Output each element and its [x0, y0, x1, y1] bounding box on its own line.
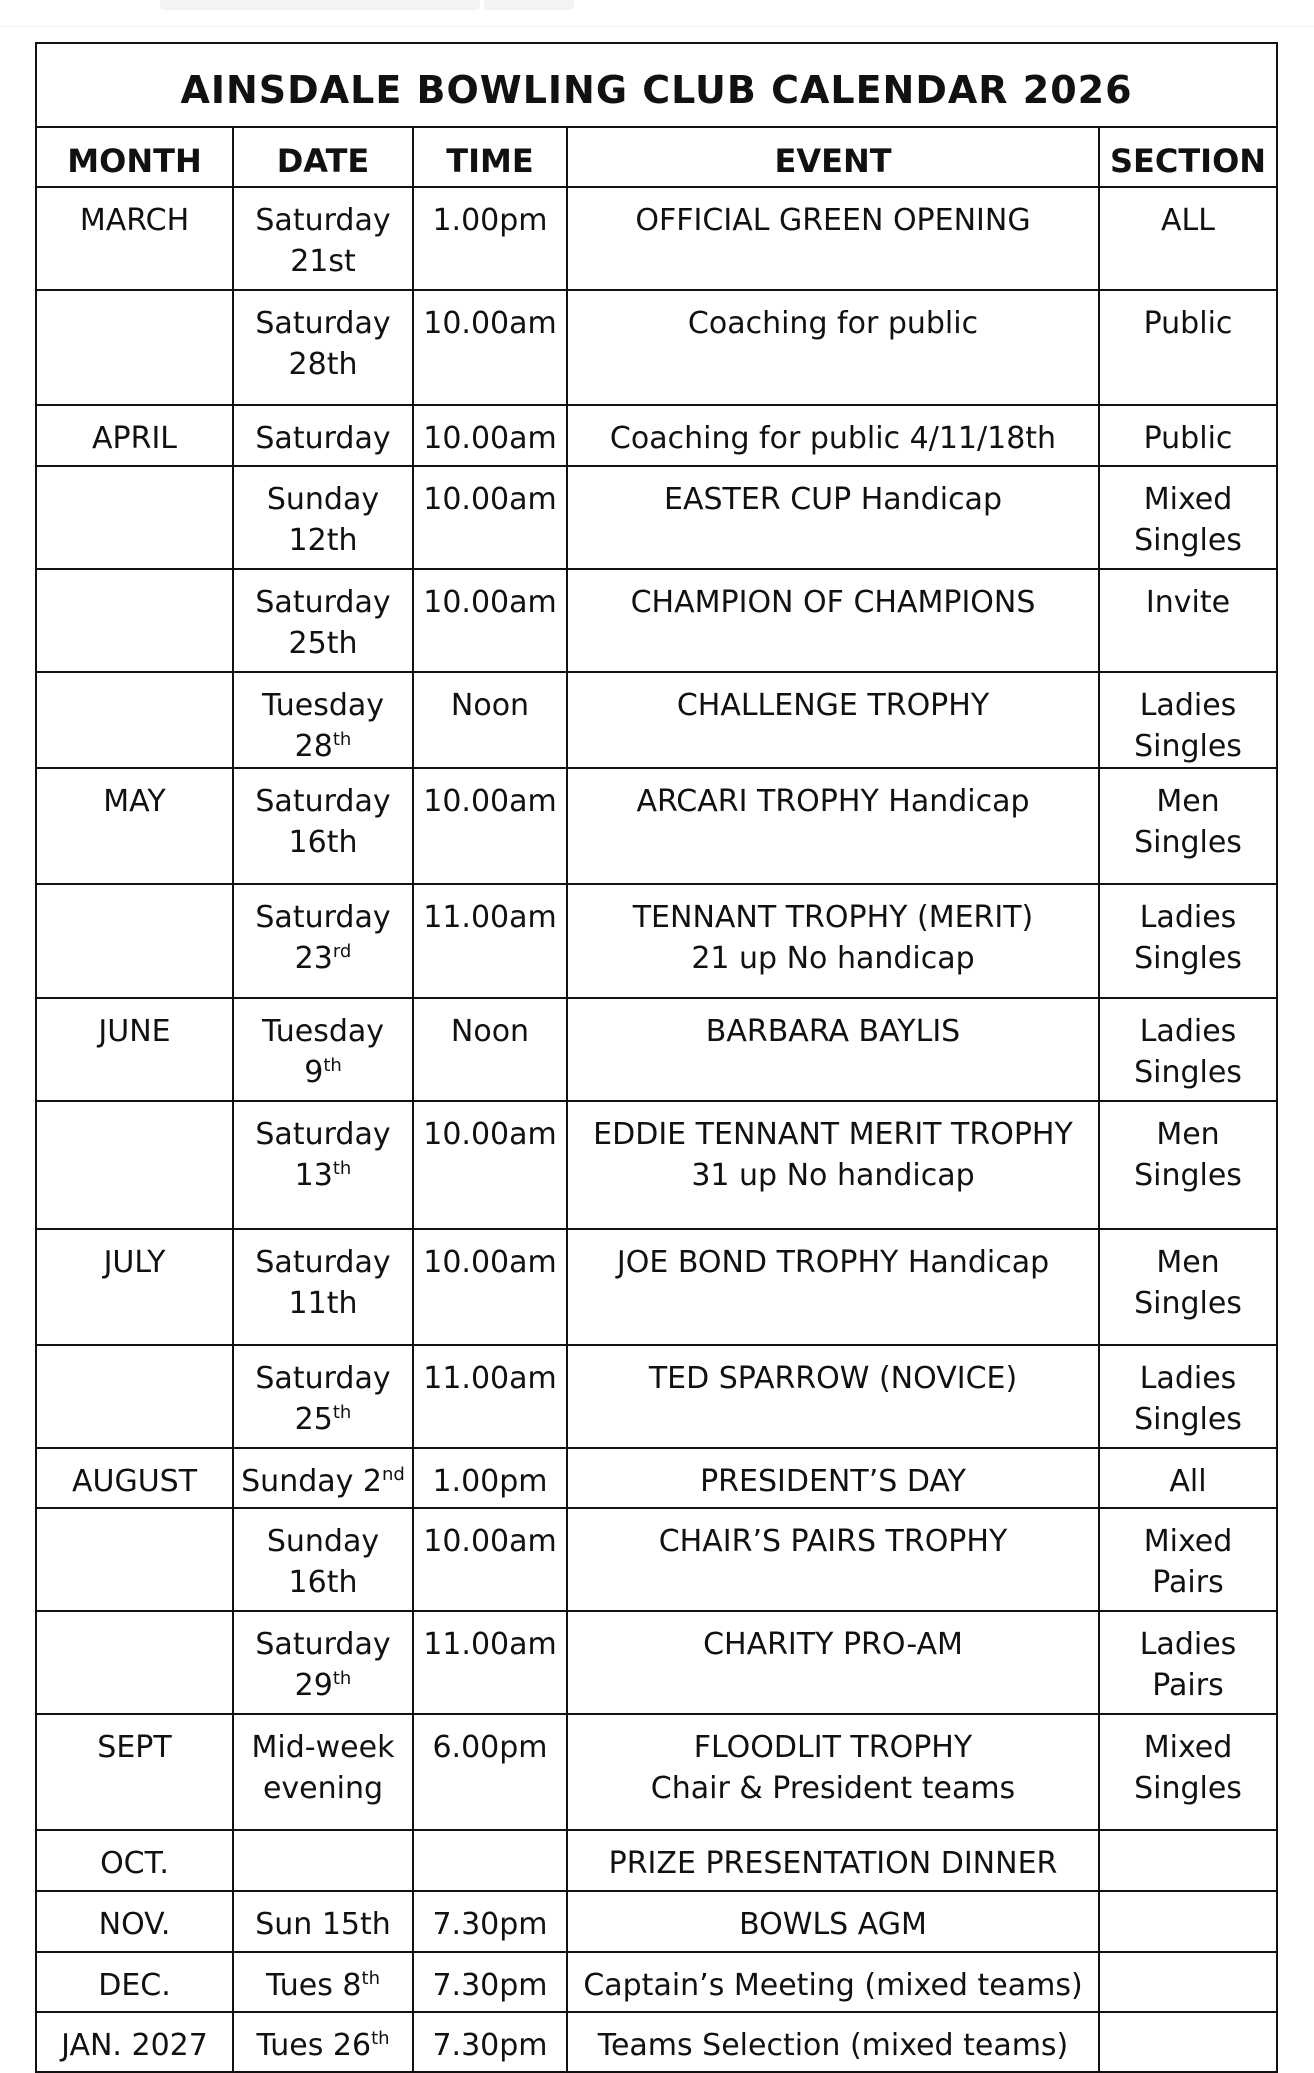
date-day: 21st: [290, 244, 356, 279]
cell-section: [1099, 290, 1277, 405]
cell-date: [233, 1448, 413, 1508]
date-suffix: th: [332, 729, 352, 750]
cell-date: [233, 187, 413, 290]
section-line-2: Singles: [1134, 825, 1242, 860]
table-row: [36, 466, 1277, 569]
cell-month: [36, 1508, 233, 1611]
cell-section: [1099, 1229, 1277, 1345]
date-day: 11th: [288, 1286, 358, 1321]
date-line-2: [240, 1283, 406, 1324]
section-line-1: Invite: [1145, 585, 1231, 620]
section-line-2: Singles: [1134, 1771, 1242, 1806]
cell-month: [36, 1101, 233, 1229]
date-line-2: [240, 1052, 406, 1093]
cell-date: [233, 1508, 413, 1611]
cell-month: MARCH: [36, 187, 233, 290]
cell-section: [1099, 1508, 1277, 1611]
date-suffix: th: [371, 2028, 390, 2049]
section-line-2: Singles: [1134, 523, 1242, 558]
event-line-1: CHARITY PRO-AM: [703, 1627, 963, 1662]
cell-month: JAN. 2027: [36, 2012, 233, 2072]
date-line-1: Tuesday: [261, 688, 385, 723]
cell-time: 1.00pm: [413, 1448, 567, 1508]
date-line-2: [240, 520, 406, 561]
event-line-1: PRIZE PRESENTATION DINNER: [608, 1846, 1058, 1881]
cell-date: [233, 405, 413, 466]
section-line-1: All: [1169, 1464, 1207, 1499]
date-line-1: Saturday: [255, 421, 391, 456]
section-line-1: ALL: [1161, 203, 1215, 238]
event-line-1: EDDIE TENNANT MERIT TROPHY: [593, 1117, 1073, 1152]
date-line-2: [240, 1155, 406, 1196]
cell-date: [233, 1714, 413, 1830]
event-line-2: 21 up No handicap: [691, 941, 975, 976]
section-line-1: Ladies: [1139, 688, 1237, 723]
date-line-2: [240, 623, 406, 664]
cell-section: [1099, 405, 1277, 466]
cell-time: 10.00am: [413, 1101, 567, 1229]
event-line-1: CHALLENGE TROPHY: [676, 688, 990, 723]
section-line-2: Pairs: [1152, 1668, 1224, 1703]
event-line-1: BOWLS AGM: [739, 1907, 927, 1942]
event-line-1: TED SPARROW (NOVICE): [648, 1361, 1018, 1396]
cell-date: [233, 672, 413, 768]
cell-event: [567, 998, 1099, 1101]
table-row: [36, 290, 1277, 405]
date-day: 13: [294, 1158, 333, 1193]
date-line-1: Saturday: [255, 203, 391, 238]
cell-time: 1.00pm: [413, 187, 567, 290]
cell-time: 10.00am: [413, 1229, 567, 1345]
section-line-1: Ladies: [1139, 900, 1237, 935]
cell-event: [567, 884, 1099, 998]
date-line-2: [240, 822, 406, 863]
cell-section: [1099, 1830, 1277, 1891]
table-row: [36, 1345, 1277, 1448]
section-line-1: Ladies: [1139, 1627, 1237, 1662]
event-line-2: 31 up No handicap: [691, 1158, 975, 1193]
cell-time: 7.30pm: [413, 1952, 567, 2012]
table-row: [36, 1508, 1277, 1611]
cell-month: [36, 672, 233, 768]
column-header-time: TIME: [413, 127, 567, 187]
cell-date: [233, 2012, 413, 2072]
cell-time: 11.00am: [413, 1611, 567, 1714]
event-line-1: Teams Selection (mixed teams): [597, 2028, 1069, 2063]
cell-time: 10.00am: [413, 405, 567, 466]
date-line-1: Saturday: [255, 1117, 391, 1152]
event-line-1: BARBARA BAYLIS: [705, 1014, 961, 1049]
cell-date: [233, 1345, 413, 1448]
cell-date: [233, 569, 413, 672]
cell-event: [567, 1830, 1099, 1891]
table-row: [36, 1448, 1277, 1508]
cell-date: [233, 1611, 413, 1714]
cell-month: [36, 884, 233, 998]
event-line-1: Coaching for public: [687, 306, 979, 341]
section-line-1: Public: [1143, 421, 1233, 456]
event-line-1: CHAMPION OF CHAMPIONS: [630, 585, 1036, 620]
date-line-1: Saturday: [255, 784, 391, 819]
cell-event: [567, 2012, 1099, 2072]
date-day: 9: [304, 1055, 324, 1090]
date-line-1: Sunday: [266, 1524, 380, 1559]
date-line-1: Sunday: [266, 482, 380, 517]
cell-time: 11.00am: [413, 884, 567, 998]
cell-month: [36, 466, 233, 569]
page-title: AINSDALE BOWLING CLUB CALENDAR 2026: [36, 43, 1277, 127]
date-day: 29: [294, 1668, 333, 1703]
cell-section: [1099, 884, 1277, 998]
date-line-1: Saturday: [255, 1627, 391, 1662]
cell-section: [1099, 1714, 1277, 1830]
cell-section: [1099, 1101, 1277, 1229]
date-line-1: Tues 8: [266, 1968, 362, 2003]
date-line-1: Sun 15th: [255, 1907, 391, 1942]
date-day: 28: [294, 729, 333, 764]
date-line-2: [240, 344, 406, 385]
event-line-1: EASTER CUP Handicap: [664, 482, 1002, 517]
cell-month: MAY: [36, 768, 233, 884]
date-suffix: th: [323, 1055, 342, 1076]
cell-event: [567, 1508, 1099, 1611]
cell-month: SEPT: [36, 1714, 233, 1830]
calendar-table: [35, 42, 1278, 2073]
cell-event: [567, 1611, 1099, 1714]
cell-section: [1099, 466, 1277, 569]
section-line-1: Ladies: [1139, 1361, 1237, 1396]
cell-time: 11.00am: [413, 1345, 567, 1448]
cell-event: [567, 768, 1099, 884]
table-row: [36, 672, 1277, 768]
event-line-1: PRESIDENT’S DAY: [700, 1464, 966, 1499]
cell-section: [1099, 2012, 1277, 2072]
event-line-1: FLOODLIT TROPHY: [693, 1730, 973, 1765]
date-line-2: [240, 1665, 406, 1706]
cell-event: [567, 187, 1099, 290]
section-line-1: Mixed: [1143, 482, 1233, 517]
section-line-1: Mixed: [1143, 1524, 1233, 1559]
cell-section: [1099, 998, 1277, 1101]
cell-month: APRIL: [36, 405, 233, 466]
cell-time: Noon: [413, 998, 567, 1101]
table-row: [36, 1952, 1277, 2012]
cell-date: [233, 768, 413, 884]
section-line-2: Pairs: [1152, 1565, 1224, 1600]
cell-section: [1099, 1891, 1277, 1952]
table-row: [36, 187, 1277, 290]
cell-event: [567, 466, 1099, 569]
cell-section: [1099, 1448, 1277, 1508]
date-day: 25: [294, 1402, 333, 1437]
cell-time: 7.30pm: [413, 1891, 567, 1952]
calendar-rows: [36, 187, 1277, 2072]
date-line-1: Sunday 2: [241, 1464, 383, 1499]
cell-event: [567, 569, 1099, 672]
date-line-1: Tuesday: [261, 1014, 385, 1049]
cell-time: [413, 1830, 567, 1891]
top-strip: [0, 0, 1314, 27]
date-line-2: [240, 726, 406, 767]
table-row: [36, 1891, 1277, 1952]
event-line-1: OFFICIAL GREEN OPENING: [635, 203, 1031, 238]
date-suffix: rd: [332, 941, 352, 962]
event-line-1: CHAIR’S PAIRS TROPHY: [658, 1524, 1008, 1559]
date-line-2: [240, 1768, 406, 1809]
cell-section: [1099, 672, 1277, 768]
section-line-1: Mixed: [1143, 1730, 1233, 1765]
cell-event: [567, 290, 1099, 405]
table-row: [36, 2012, 1277, 2072]
cell-time: 10.00am: [413, 1508, 567, 1611]
cell-event: [567, 1101, 1099, 1229]
date-suffix: nd: [382, 1464, 405, 1485]
cell-time: 10.00am: [413, 768, 567, 884]
date-suffix: th: [332, 1402, 352, 1423]
cell-month: JUNE: [36, 998, 233, 1101]
cell-time: 6.00pm: [413, 1714, 567, 1830]
date-line-1: Mid-week: [251, 1730, 395, 1765]
cell-event: [567, 1448, 1099, 1508]
cell-date: [233, 1830, 413, 1891]
cell-month: [36, 569, 233, 672]
date-day: 25th: [288, 626, 358, 661]
section-line-2: Singles: [1134, 1158, 1242, 1193]
cell-month: OCT.: [36, 1830, 233, 1891]
table-row: [36, 405, 1277, 466]
event-line-1: TENNANT TROPHY (MERIT): [632, 900, 1034, 935]
date-line-1: Saturday: [255, 900, 391, 935]
section-line-2: Singles: [1134, 1286, 1242, 1321]
cell-time: 10.00am: [413, 466, 567, 569]
cell-date: [233, 998, 413, 1101]
tab-placeholder: [160, 0, 480, 10]
section-line-1: Men: [1156, 784, 1220, 819]
event-line-1: Coaching for public 4/11/18th: [609, 421, 1057, 456]
cell-month: AUGUST: [36, 1448, 233, 1508]
date-line-2: [240, 1399, 406, 1440]
date-line-1-wrap: [240, 1965, 406, 2006]
section-line-2: Singles: [1134, 1402, 1242, 1437]
cell-month: [36, 1345, 233, 1448]
table-row: [36, 569, 1277, 672]
cell-section: [1099, 187, 1277, 290]
cell-date: [233, 290, 413, 405]
cell-section: [1099, 1952, 1277, 2012]
date-suffix: th: [332, 1158, 352, 1179]
date-day: 12th: [288, 523, 358, 558]
date-day: 16th: [288, 1565, 358, 1600]
section-line-1: Ladies: [1139, 1014, 1237, 1049]
date-line-2: [240, 938, 406, 979]
title-row: [36, 43, 1277, 127]
header-row: [36, 127, 1277, 187]
date-day: 23: [294, 941, 333, 976]
section-line-1: Men: [1156, 1245, 1220, 1280]
event-line-1: Captain’s Meeting (mixed teams): [583, 1968, 1083, 2003]
table-row: [36, 768, 1277, 884]
date-line-2: [240, 1562, 406, 1603]
cell-month: DEC.: [36, 1952, 233, 2012]
cell-time: 7.30pm: [413, 2012, 567, 2072]
cell-time: Noon: [413, 672, 567, 768]
cell-date: [233, 1101, 413, 1229]
column-header-date: DATE: [233, 127, 413, 187]
cell-month: JULY: [36, 1229, 233, 1345]
section-line-2: Singles: [1134, 1055, 1242, 1090]
column-header-event: EVENT: [567, 127, 1099, 187]
cell-event: [567, 672, 1099, 768]
event-line-1: ARCARI TROPHY Handicap: [636, 784, 1030, 819]
cell-section: [1099, 1611, 1277, 1714]
cell-event: [567, 1891, 1099, 1952]
section-line-1: Public: [1143, 306, 1233, 341]
cell-time: 10.00am: [413, 569, 567, 672]
date-day: 16th: [288, 825, 358, 860]
table-row: [36, 1714, 1277, 1830]
event-line-2: Chair & President teams: [650, 1771, 1016, 1806]
date-line-1: Saturday: [255, 1245, 391, 1280]
cell-section: [1099, 768, 1277, 884]
date-line-1-wrap: [240, 1461, 406, 1502]
cell-month: [36, 1611, 233, 1714]
section-line-2: Singles: [1134, 729, 1242, 764]
date-line-1: Saturday: [255, 1361, 391, 1396]
table-row: [36, 1830, 1277, 1891]
cell-event: [567, 1229, 1099, 1345]
date-suffix: th: [361, 1968, 380, 1989]
cell-date: [233, 884, 413, 998]
tab-placeholder: [484, 0, 574, 10]
table-row: [36, 884, 1277, 998]
date-suffix: th: [332, 1668, 352, 1689]
cell-event: [567, 405, 1099, 466]
date-line-1: Saturday: [255, 585, 391, 620]
cell-date: [233, 1229, 413, 1345]
section-line-1: Men: [1156, 1117, 1220, 1152]
cell-event: [567, 1714, 1099, 1830]
date-day: evening: [262, 1771, 384, 1806]
cell-section: [1099, 569, 1277, 672]
date-line-1: Tues 26: [256, 2028, 372, 2063]
cell-month: NOV.: [36, 1891, 233, 1952]
section-line-2: Singles: [1134, 941, 1242, 976]
date-line-1: Saturday: [255, 306, 391, 341]
table-row: [36, 1101, 1277, 1229]
column-header-month: MONTH: [36, 127, 233, 187]
cell-section: [1099, 1345, 1277, 1448]
table-row: [36, 998, 1277, 1101]
cell-event: [567, 1345, 1099, 1448]
table-row: [36, 1229, 1277, 1345]
event-line-1: JOE BOND TROPHY Handicap: [616, 1245, 1050, 1280]
cell-date: [233, 466, 413, 569]
cell-month: [36, 290, 233, 405]
date-line-2: [240, 241, 406, 282]
cell-event: [567, 1952, 1099, 2012]
cell-date: [233, 1952, 413, 2012]
cell-time: 10.00am: [413, 290, 567, 405]
column-header-section: SECTION: [1099, 127, 1277, 187]
cell-date: [233, 1891, 413, 1952]
date-day: 28th: [288, 347, 358, 382]
table-row: [36, 1611, 1277, 1714]
